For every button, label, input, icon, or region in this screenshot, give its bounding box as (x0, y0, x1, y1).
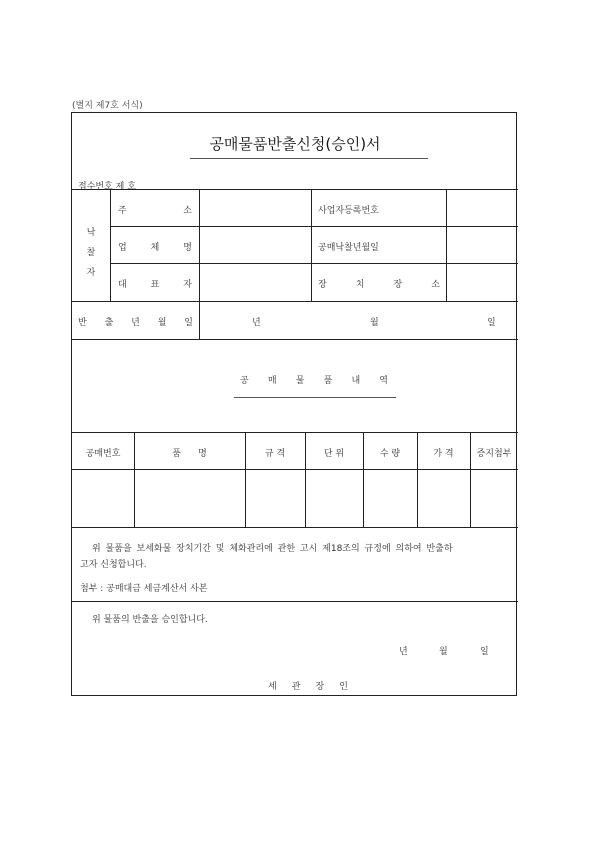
table-header-item-name: 품 명 (172, 449, 207, 459)
form-title: 공매물품반출신청(승인)서 (209, 135, 381, 153)
application-statement-line1: 위 물품을 보세화물 장치기간 및 체화관리에 관한 고시 제18조의 규정에 의하여 반출하 (92, 544, 453, 554)
title-underline (190, 158, 428, 159)
approval-statement: 위 물품의 반출을 승인합니다. (92, 615, 208, 625)
release-date-label: 반 출 년 월 일 (78, 318, 193, 328)
divider (311, 189, 312, 301)
table-header-quantity: 수 량 (379, 449, 401, 459)
table-header-stamp-attached: 증지첨부 (476, 449, 512, 459)
divider (72, 339, 518, 340)
release-month-unit: 월 (370, 318, 379, 328)
divider (110, 226, 518, 227)
table-header-price: 가 격 (433, 449, 454, 459)
receipt-number-label: 접수번호 제 호 (78, 182, 136, 192)
approval-month-unit: 월 (439, 647, 448, 657)
divider (446, 189, 447, 301)
table-header-auction-number: 공매번호 (85, 449, 121, 459)
company-name-label: 업 체 명 (118, 243, 192, 253)
attachment-note: 첨부 : 공매대금 세금계산서 사본 (80, 584, 208, 594)
divider (199, 301, 200, 339)
divider (72, 527, 518, 528)
divider (72, 301, 518, 302)
representative-label: 대 표 자 (118, 280, 192, 290)
application-statement-line2: 고자 신청합니다. (80, 560, 147, 570)
divider (199, 189, 200, 301)
table-header-spec: 규 격 (264, 449, 286, 459)
divider (110, 189, 111, 301)
release-day-unit: 일 (487, 318, 496, 328)
address-label: 주 소 (118, 206, 192, 216)
customs-chief-seal: 세 관 장 인 (268, 682, 348, 692)
release-year-unit: 년 (252, 318, 261, 328)
auction-goods-details-heading: 공 매 물 품 내 역 (240, 376, 388, 386)
divider (72, 189, 518, 190)
divider (72, 601, 518, 602)
approval-year-unit: 년 (399, 647, 408, 657)
table-header-unit: 단 위 (323, 449, 345, 459)
divider (110, 263, 518, 264)
applicant-side-label: 낙 찰 자 (86, 228, 96, 278)
divider (72, 432, 518, 433)
application-form (71, 112, 517, 696)
form-number-label: (별지 제7호 서식) (72, 101, 143, 111)
storage-place-label: 장 치 장 소 (318, 280, 440, 290)
auction-win-date-label: 공매낙찰년월일 (318, 243, 379, 253)
business-reg-number-label: 사업자등록번호 (318, 206, 379, 216)
approval-day-unit: 일 (480, 647, 489, 657)
details-heading-underline (234, 397, 396, 398)
divider (72, 469, 518, 470)
